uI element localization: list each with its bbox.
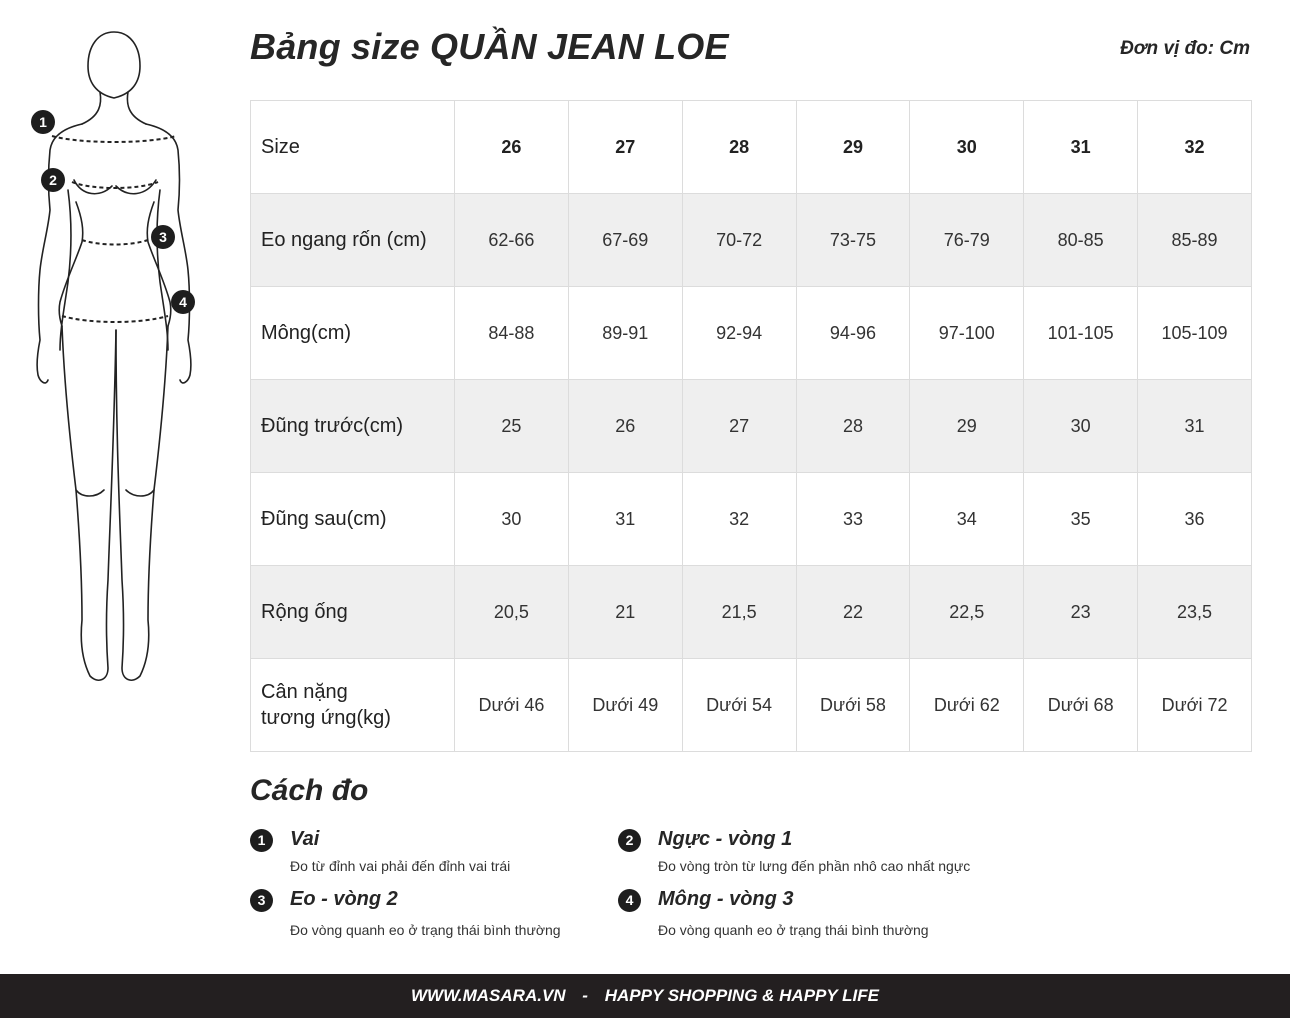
size-header: 26 [455,101,569,194]
row-label-line-1: Cân nặng [261,681,348,703]
page-title: Bảng size QUẦN JEAN LOE [250,26,729,67]
table-cell: 92-94 [682,287,796,380]
step-number-badge: 4 [618,889,641,912]
table-cell: 35 [1024,473,1138,566]
table-cell: Dưới 54 [682,659,796,752]
how-to-measure-title: Cách đo [250,774,369,807]
size-header: 30 [910,101,1024,194]
footer-slogan: HAPPY SHOPPING & HAPPY LIFE [604,986,879,1005]
table-cell: 28 [796,380,910,473]
table-cell: Dưới 68 [1024,659,1138,752]
step-title: Eo - vòng 2 [290,888,398,910]
table-cell: 84-88 [455,287,569,380]
table-cell: 31 [1138,380,1252,473]
table-cell: Dưới 62 [910,659,1024,752]
size-header: 29 [796,101,910,194]
table-cell: 26 [568,380,682,473]
table-cell: 105-109 [1138,287,1252,380]
table-cell: 29 [910,380,1024,473]
row-label: Eo ngang rốn (cm) [251,194,455,287]
size-header: 28 [682,101,796,194]
row-label: Đũng trước(cm) [251,380,455,473]
table-cell: 94-96 [796,287,910,380]
step-number-badge: 2 [618,829,641,852]
svg-text:2: 2 [49,172,57,188]
table-row [251,473,1252,566]
table-cell: 32 [682,473,796,566]
table-cell: 22 [796,566,910,659]
table-cell: 76-79 [910,194,1024,287]
size-header: 32 [1138,101,1252,194]
table-cell: Dưới 46 [455,659,569,752]
row-label [251,659,455,752]
row-label: Rộng ống [251,566,455,659]
footer-bar [0,974,1290,1018]
table-row [251,287,1252,380]
size-header: 31 [1024,101,1138,194]
step-number-badge: 1 [250,829,273,852]
table-cell: 25 [455,380,569,473]
figure-marker-4 [171,290,195,314]
table-row [251,380,1252,473]
step-description: Đo vòng tròn từ lưng đến phần nhô cao nhất ngực [658,858,971,874]
table-cell: 27 [682,380,796,473]
table-cell: 22,5 [910,566,1024,659]
row-label-line-2: tương ứng(kg) [261,707,391,729]
step-number-badge: 3 [250,889,273,912]
figure-marker-1 [31,110,55,134]
table-cell: 33 [796,473,910,566]
header-label: Size [251,101,455,194]
table-cell: 23 [1024,566,1138,659]
step-description: Đo vòng quanh eo ở trạng thái bình thường [658,922,929,938]
table-cell: 34 [910,473,1024,566]
unit-label: Đơn vị đo: Cm [1120,38,1250,59]
table-row [251,659,1252,752]
table-cell: 30 [1024,380,1138,473]
step-description: Đo từ đỉnh vai phải đến đỉnh vai trái [290,858,511,874]
step-description: Đo vòng quanh eo ở trạng thái bình thường [290,922,561,938]
svg-text:4: 4 [179,294,187,310]
row-label: Đũng sau(cm) [251,473,455,566]
table-cell: 30 [455,473,569,566]
svg-text:3: 3 [159,229,167,245]
table-cell: 23,5 [1138,566,1252,659]
table-header-row [251,101,1252,194]
table-cell: Dưới 58 [796,659,910,752]
table-cell: 89-91 [568,287,682,380]
table-row [251,194,1252,287]
table-cell: 101-105 [1024,287,1138,380]
table-row [251,566,1252,659]
table-cell: 20,5 [455,566,569,659]
step-title: Ngực - vòng 1 [658,828,793,850]
footer-website-link[interactable]: WWW.MASARA.VN [411,986,566,1005]
footer-separator: - [582,986,588,1005]
table-cell: 21 [568,566,682,659]
figure-marker-3 [151,225,175,249]
table-cell: 36 [1138,473,1252,566]
row-label: Mông(cm) [251,287,455,380]
table-cell: 80-85 [1024,194,1138,287]
table-cell: Dưới 49 [568,659,682,752]
table-cell: Dưới 72 [1138,659,1252,752]
table-cell: 62-66 [455,194,569,287]
size-header: 27 [568,101,682,194]
body-measurement-figure [20,20,220,690]
table-cell: 85-89 [1138,194,1252,287]
step-title: Vai [290,828,320,850]
table-cell: 97-100 [910,287,1024,380]
svg-text:1: 1 [39,114,47,130]
table-cell: 67-69 [568,194,682,287]
figure-marker-2 [41,168,65,192]
table-cell: 21,5 [682,566,796,659]
size-table [250,100,1252,752]
table-cell: 31 [568,473,682,566]
step-title: Mông - vòng 3 [658,888,794,910]
table-cell: 73-75 [796,194,910,287]
table-cell: 70-72 [682,194,796,287]
